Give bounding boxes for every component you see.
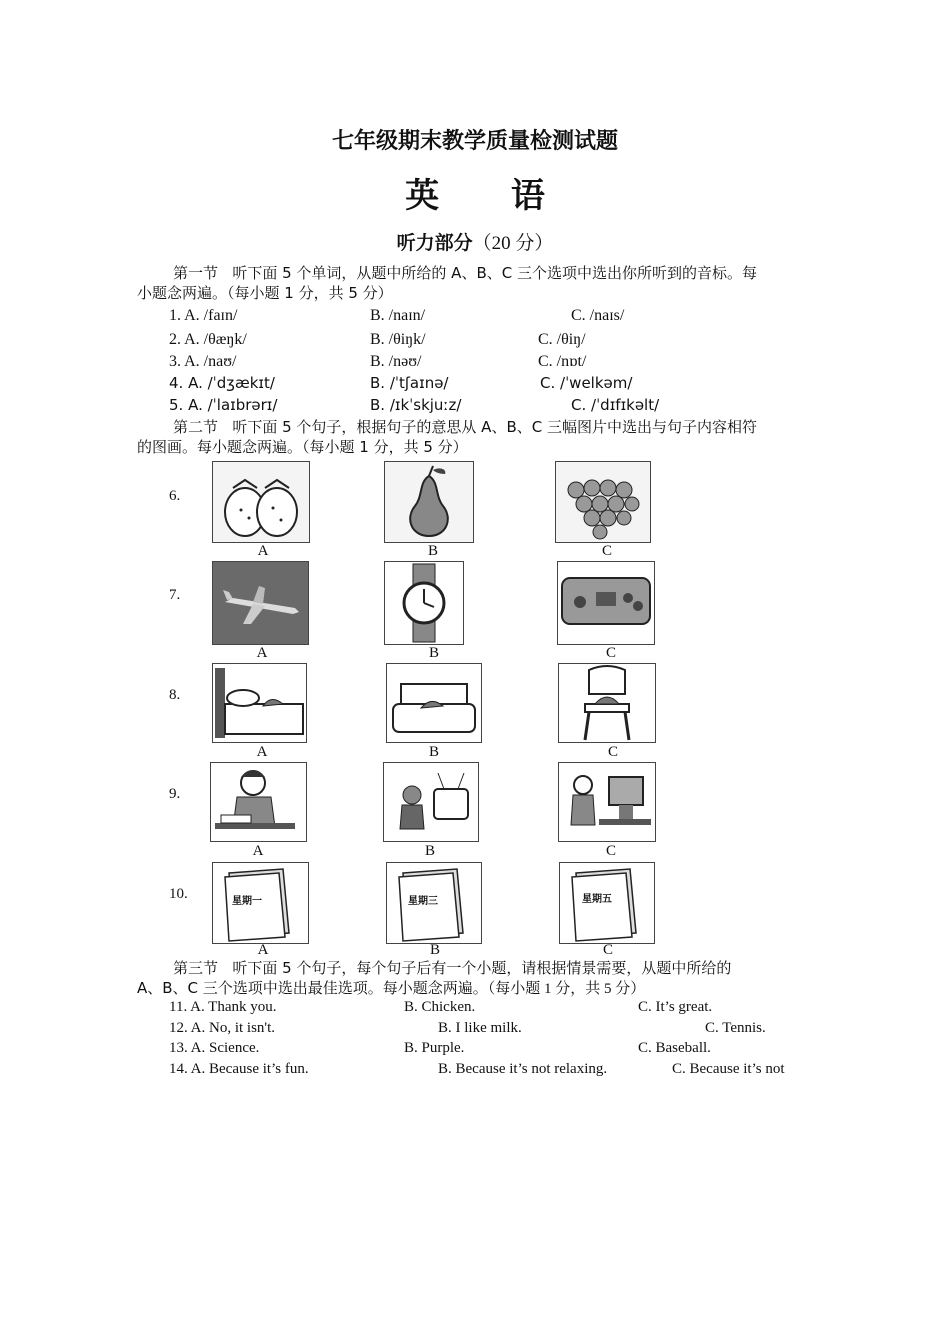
caption-a: A xyxy=(256,645,268,661)
game-console-picture xyxy=(557,561,655,645)
q14-option-c: C. Because it’s not xyxy=(672,1061,785,1077)
caption-c: C xyxy=(601,543,612,559)
airplane-picture xyxy=(212,561,309,645)
q11-option-a: 11. A. Thank you. xyxy=(169,999,277,1015)
boy-watching-tv-picture xyxy=(383,762,479,842)
section3-text: 听下面 5 个句子，每个句子后有一个小题，请根据情景需要，从题中所给的 xyxy=(232,959,732,977)
part-heading xyxy=(0,228,950,255)
q13-option-c: C. Baseball. xyxy=(638,1040,711,1056)
q2-option-a: 2. A. /θæŋk/ xyxy=(169,331,247,348)
caption-a: A xyxy=(256,744,268,760)
q12-option-c: C. Tennis. xyxy=(705,1020,766,1036)
q3-option-c: C. /nɒt/ xyxy=(538,353,587,370)
caption-b: B xyxy=(424,843,435,859)
q9-number: 9. xyxy=(169,786,181,802)
q11-option-b: B. Chicken. xyxy=(404,999,476,1015)
q4-option-c: C. /ˈwelkəm/ xyxy=(540,374,633,392)
q1-option-a: 1. A. /faɪn/ xyxy=(169,307,238,324)
q2-option-b: B. /θiŋk/ xyxy=(370,331,426,348)
q4-option-b: B. /ˈtʃaɪnə/ xyxy=(370,374,449,392)
q1-option-b: B. /naɪn/ xyxy=(370,307,426,324)
section1-text: 听下面 5 个单词，从题中所给的 A、B、C 三个选项中选出你所听到的音标。每 xyxy=(232,264,757,282)
caption-b: B xyxy=(427,543,438,559)
cap-on-sofa-picture xyxy=(386,663,482,743)
boy-writing-picture xyxy=(210,762,307,842)
q13-option-b: B. Purple. xyxy=(404,1040,465,1056)
q8-number: 8. xyxy=(169,687,181,703)
caption-b: B xyxy=(428,744,439,760)
caption-c: C xyxy=(607,744,618,760)
caption-c: C xyxy=(602,942,613,958)
q13-option-a: 13. A. Science. xyxy=(169,1040,260,1056)
watch-picture xyxy=(384,561,464,645)
cap-on-bed-picture xyxy=(212,663,307,743)
q5-option-b: B. /ɪkˈskjuːz/ xyxy=(370,396,462,414)
section2-label: 第二节 xyxy=(173,418,219,436)
grapes-picture xyxy=(555,461,651,543)
q3-option-b: B. /nəʊ/ xyxy=(370,353,422,370)
section1-instruction xyxy=(137,263,817,303)
q12-option-a: 12. A. No, it isn't. xyxy=(169,1020,276,1036)
caption-b: B xyxy=(429,942,440,958)
section2-instruction xyxy=(137,417,817,457)
cap-on-chair-picture xyxy=(558,663,656,743)
q6-number: 6. xyxy=(169,488,181,504)
caption-a: A xyxy=(252,843,264,859)
q5-option-c: C. /ˈdɪfɪkəlt/ xyxy=(571,396,660,414)
caption-a: A xyxy=(257,942,269,958)
section3-label: 第三节 xyxy=(173,959,219,977)
caption-c: C xyxy=(605,843,616,859)
section1-label: 第一节 xyxy=(173,264,219,282)
q2-option-c: C. /θiŋ/ xyxy=(538,331,586,348)
boy-at-computer-picture xyxy=(558,762,656,842)
section2-text: 听下面 5 个句子，根据句子的意思从 A、B、C 三幅图片中选出与句子内容相符 xyxy=(232,418,757,436)
part-score: （20 分） xyxy=(472,233,554,254)
section3-instruction xyxy=(137,958,817,999)
q3-option-a: 3. A. /naʊ/ xyxy=(169,353,237,370)
q10-number: 10. xyxy=(169,886,188,902)
pear-picture xyxy=(384,461,474,543)
q7-number: 7. xyxy=(169,587,181,603)
q5-option-a: 5. A. /ˈlaɪbrərɪ/ xyxy=(169,396,278,414)
q14-option-b: B. Because it’s not relaxing. xyxy=(438,1061,608,1077)
strawberries-picture xyxy=(212,461,310,543)
calendar-day-monday: 星期一 xyxy=(232,896,262,907)
exam-title: 七年级期末教学质量检测试题 xyxy=(331,129,618,154)
q11-option-c: C. It’s great. xyxy=(638,999,713,1015)
caption-c: C xyxy=(605,645,616,661)
q12-option-b: B. I like milk. xyxy=(438,1020,522,1036)
q4-option-a: 4. A. /ˈdʒækɪt/ xyxy=(169,374,275,392)
section2-text-2: 的图画。每小题念两遍。（每小题 1 分，共 5 分） xyxy=(137,438,468,456)
q1-option-c: C. /naɪs/ xyxy=(571,307,625,324)
q14-option-a: 14. A. Because it’s fun. xyxy=(169,1061,309,1077)
part-name: 听力部分 xyxy=(396,232,473,254)
section3-text-3: 每小题念两遍。（每小题 1 分，共 5 分） xyxy=(382,981,646,997)
calendar-day-wednesday: 星期三 xyxy=(408,896,438,907)
section1-text-2: 小题念两遍。（每小题 1 分，共 5 分） xyxy=(137,284,393,302)
caption-a: A xyxy=(257,543,269,559)
caption-b: B xyxy=(428,645,439,661)
calendar-day-friday: 星期五 xyxy=(582,894,612,905)
section3-text-2: A、B、C 三个选项中选出最佳选项。 xyxy=(137,979,383,997)
subject-title: 英 语 xyxy=(405,176,545,216)
